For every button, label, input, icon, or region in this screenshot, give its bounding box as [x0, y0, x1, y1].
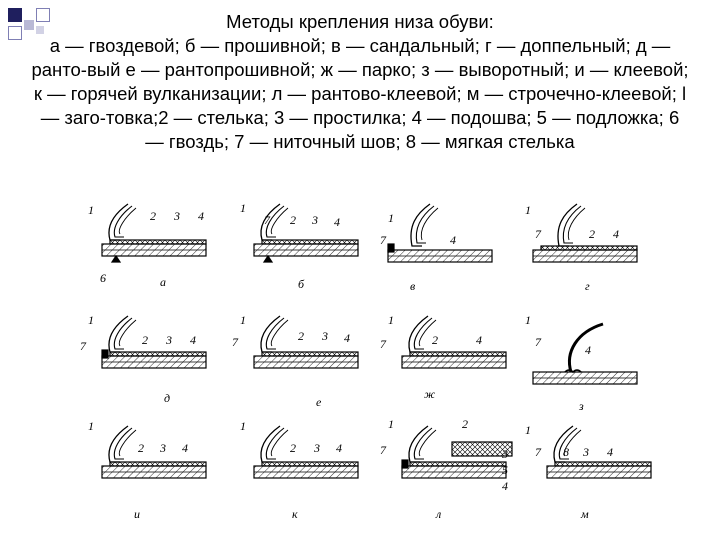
diagram-svg	[80, 302, 230, 412]
diagram-svg	[232, 302, 382, 412]
attachment-diagram-9	[80, 412, 230, 522]
part-number-label: 4	[607, 445, 613, 459]
part-number-label: 1	[525, 423, 531, 437]
attachment-diagram-7	[380, 302, 530, 412]
method-letter: з	[579, 399, 584, 413]
part-number-label: 3	[502, 447, 508, 461]
part-number-label: 6	[100, 271, 106, 285]
part-number-label: 1	[88, 203, 94, 217]
part-number-label: 1	[525, 203, 531, 217]
part-number-label: 1	[388, 313, 394, 327]
part-number-label: 4	[198, 209, 204, 223]
part-number-label: 1	[525, 313, 531, 327]
diagram-svg	[525, 302, 675, 412]
slide-title	[30, 10, 690, 154]
part-number-label: 4	[344, 331, 350, 345]
part-number-label: 2	[290, 213, 296, 227]
part-number-label: 4	[334, 215, 340, 229]
method-letter: б	[298, 277, 305, 291]
diagram-drawing	[254, 426, 358, 478]
method-letter: в	[410, 279, 416, 293]
part-number-label: 2	[462, 417, 468, 431]
attachment-diagram-8	[525, 302, 675, 412]
diagram-svg	[380, 302, 530, 412]
diagram-svg	[232, 412, 382, 522]
method-letter: л	[436, 507, 442, 521]
decoration-square	[8, 26, 22, 40]
part-number-label: 8	[563, 445, 569, 459]
part-number-label: 1	[388, 211, 394, 225]
attachment-diagram-3	[380, 190, 530, 300]
diagram-svg	[525, 412, 675, 522]
part-number-label: 3	[174, 209, 180, 223]
part-number-label: 2	[290, 441, 296, 455]
part-number-label: 7	[264, 213, 270, 227]
method-letter: к	[292, 507, 298, 521]
part-number-label: 7	[232, 335, 238, 349]
diagram-svg	[380, 412, 530, 522]
part-number-label: 5	[502, 463, 508, 477]
method-letter: д	[164, 391, 171, 405]
part-number-label: 4	[336, 441, 342, 455]
part-number-label: 7	[535, 335, 541, 349]
diagram-drawing	[402, 426, 512, 478]
diagram-drawing	[388, 204, 492, 262]
part-number-label: 3	[166, 333, 172, 347]
diagram-svg	[80, 412, 230, 522]
part-number-label: 7	[535, 445, 541, 459]
part-number-label: 2	[432, 333, 438, 347]
part-number-label: 4	[182, 441, 188, 455]
part-number-label: 1	[88, 313, 94, 327]
attachment-diagram-4	[525, 190, 675, 300]
part-number-label: 1	[388, 417, 394, 431]
diagram-svg	[380, 190, 530, 300]
attachment-diagram-12	[525, 412, 675, 522]
diagram-drawing	[533, 204, 637, 262]
part-number-label: 3	[314, 441, 320, 455]
diagram-drawing	[102, 426, 206, 478]
part-number-label: 2	[589, 227, 595, 241]
attachment-diagram-1	[80, 190, 230, 300]
part-number-label: 1	[240, 313, 246, 327]
part-number-label: 4	[476, 333, 482, 347]
part-number-label: 7	[380, 337, 386, 351]
method-letter: ж	[424, 387, 436, 401]
method-letter: и	[134, 507, 140, 521]
part-number-label: 7	[380, 443, 386, 457]
part-number-label: 2	[298, 329, 304, 343]
diagram-svg	[525, 190, 675, 300]
part-number-label: 3	[160, 441, 166, 455]
part-number-label: 2	[138, 441, 144, 455]
title-caption: а — гвоздевой; б — прошивной; в — сандальный; г — доппельный; д — ранто-вый е — рантопрошивной; ж — парко; з — выворотный; и — клеевой; к — горячей вулканизации; л — рантово-клеевой; м — строчечно-клеевой; l — заго-товка;2 — стелька; 3 — простилка; 4 — подошва; 5 — подложка; 6 — гвоздь; 7 — ниточный шов; 8 — мягкая стелька	[31, 35, 689, 152]
attachment-diagram-2	[232, 190, 382, 300]
diagram-svg	[232, 190, 382, 300]
part-number-label: 4	[502, 479, 508, 493]
part-number-label: 7	[80, 339, 86, 353]
part-number-label: 3	[583, 445, 589, 459]
part-number-label: 2	[150, 209, 156, 223]
diagram-drawing	[254, 316, 358, 368]
method-letter: е	[316, 395, 322, 409]
method-letter: г	[585, 279, 590, 293]
attachment-diagram-6	[232, 302, 382, 412]
shoe-attachment-figure	[80, 190, 680, 535]
part-number-label: 1	[240, 419, 246, 433]
part-number-label: 4	[190, 333, 196, 347]
part-number-label: 4	[585, 343, 591, 357]
part-number-label: 7	[535, 227, 541, 241]
method-letter: м	[581, 507, 589, 521]
attachment-diagram-10	[232, 412, 382, 522]
part-number-label: 1	[88, 419, 94, 433]
method-letter: а	[160, 275, 166, 289]
part-number-label: 4	[450, 233, 456, 247]
part-number-label: 3	[312, 213, 318, 227]
diagram-drawing	[402, 316, 506, 368]
part-number-label: 4	[613, 227, 619, 241]
attachment-diagram-5	[80, 302, 230, 412]
part-number-label: 2	[142, 333, 148, 347]
part-number-label: 3	[322, 329, 328, 343]
part-number-label: 1	[240, 201, 246, 215]
attachment-diagram-11	[380, 412, 530, 522]
title-heading: Методы крепления низа обуви:	[226, 11, 494, 32]
decoration-square	[8, 8, 22, 22]
diagram-svg	[80, 190, 230, 300]
part-number-label: 7	[380, 233, 386, 247]
